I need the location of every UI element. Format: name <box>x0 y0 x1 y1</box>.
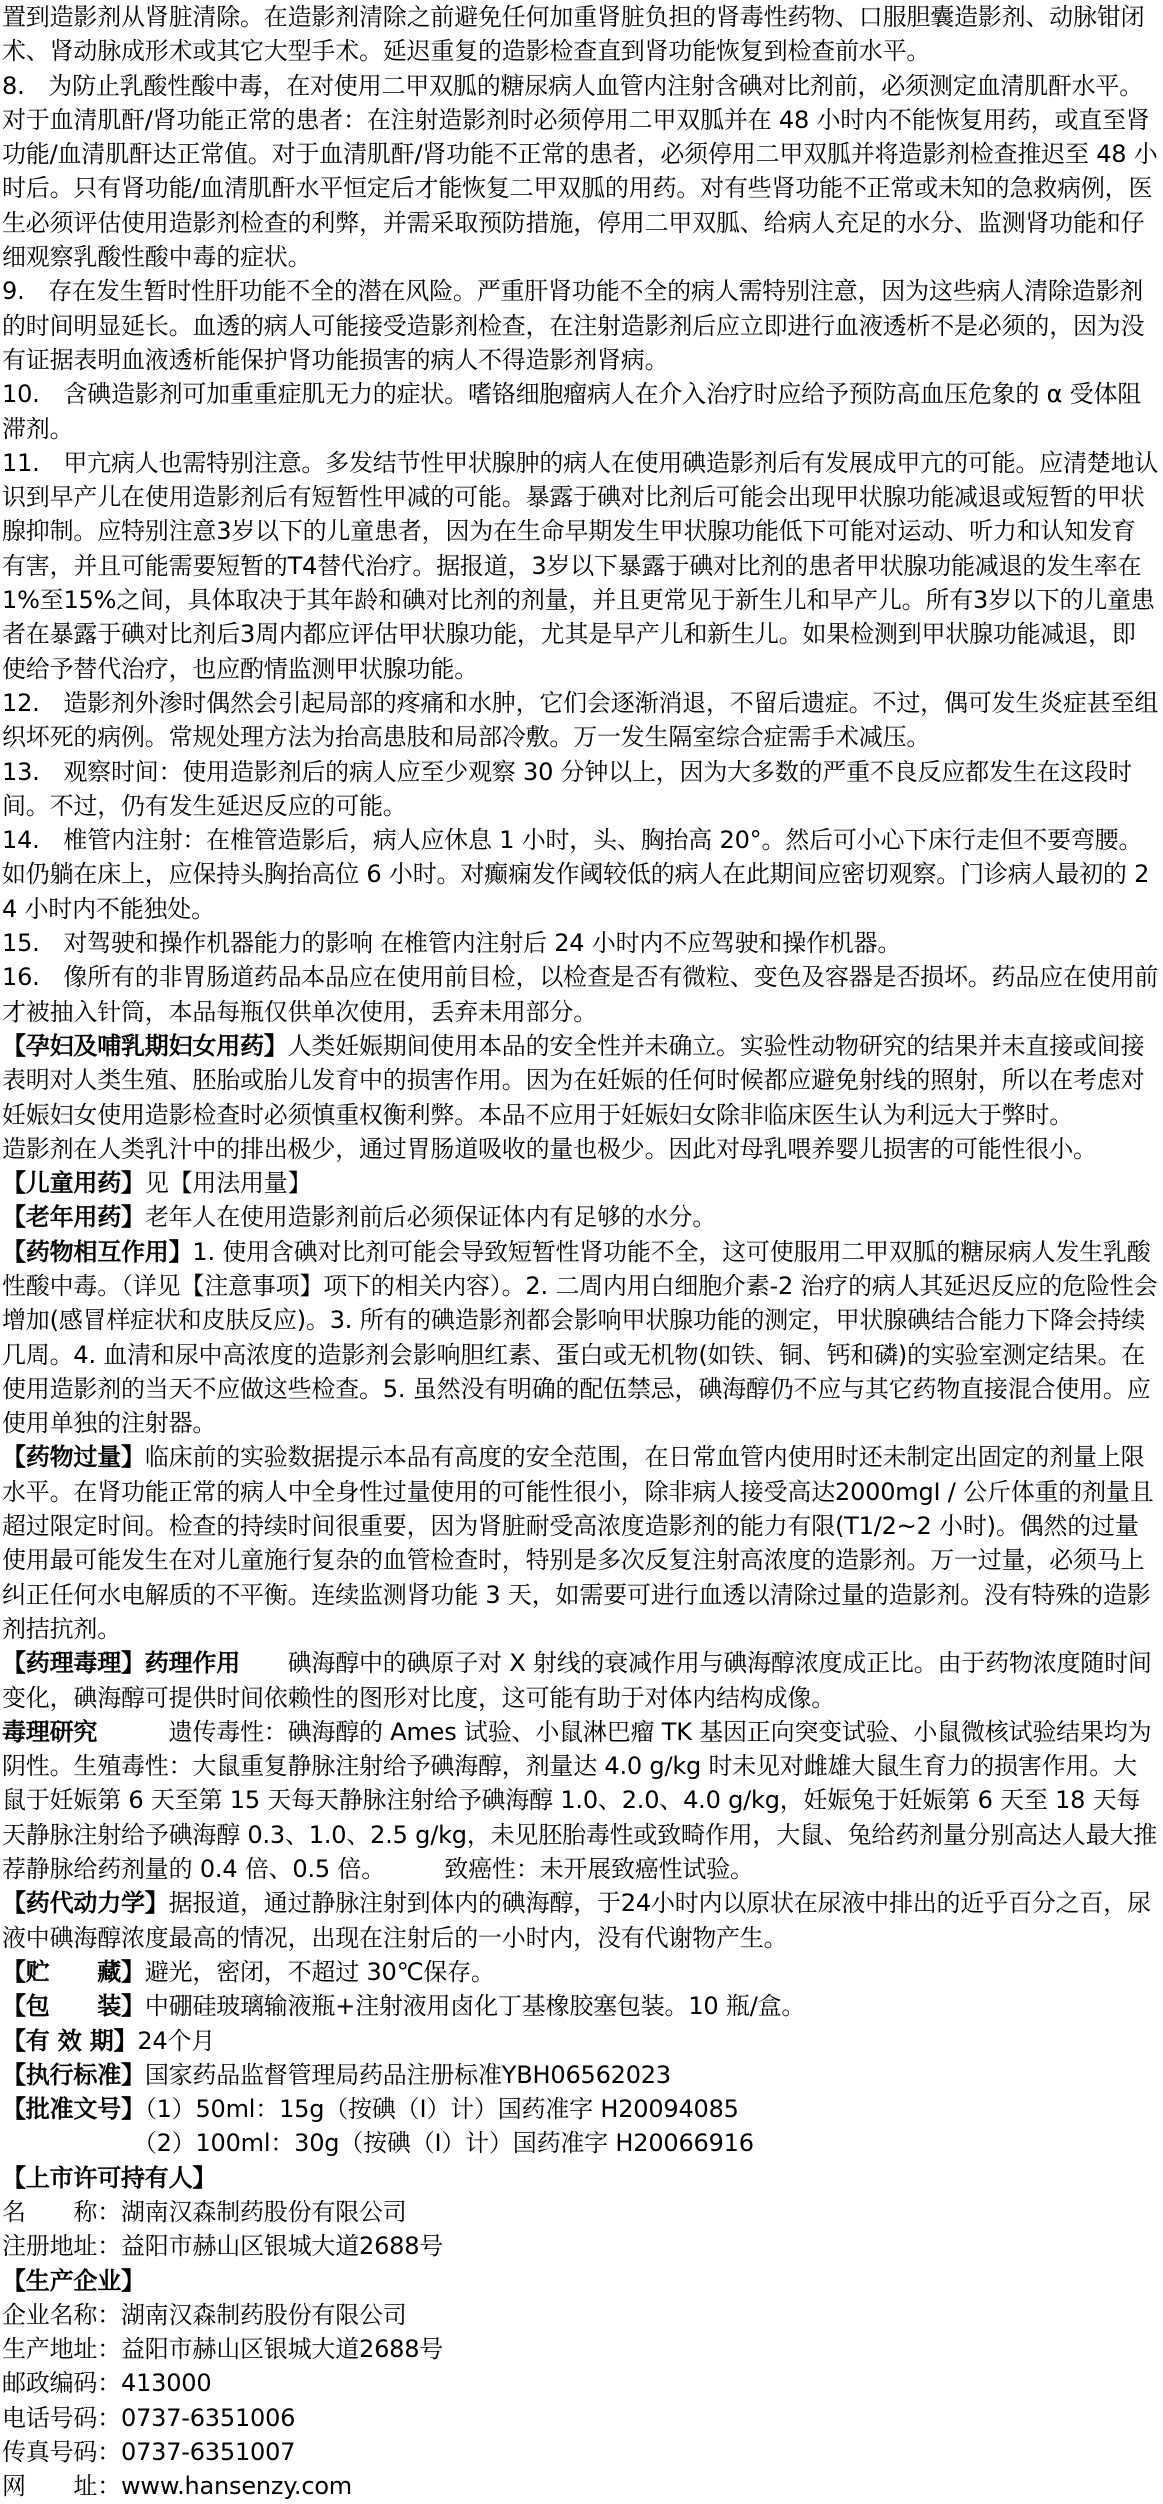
section-validity <box>2 2024 1159 2058</box>
producer-web-label: 网 址： <box>2 2472 121 2501</box>
section-text: 中硼硅玻璃输液瓶+注射液用卤化丁基橡胶塞包装。10 瓶/盒。 <box>144 1992 806 2021</box>
producer-title: 【生产企业】 <box>2 2266 145 2295</box>
section-heading: 【药物过量】 <box>2 1443 145 1472</box>
section-text: 遗传毒性：碘海醇的 Ames 试验、小鼠淋巴瘤 TK 基因正向突变试验、小鼠微核试验结果均为阴性。生殖毒性：大鼠重复静脉注射给予碘海醇，剂量达 4.0 g/kg 时未见对雌雄大鼠生育力的损害作用。大鼠于妊娠第 6 天至第 15 天每天静脉注射给予碘海醇 1.0、2.0、4.0 g/kg，妊娠兔于妊娠第 6 天至 18 天每天静脉注射给予碘海醇 0.3、1.0、2.5 g/kg，未见胚胎毒性或致畸作用，大鼠、兔给药剂量分别高达人最大推荐静脉给药剂量的 0.4 倍、0.5 倍。 致癌性：未开展致癌性试验。 <box>2 1717 1158 1884</box>
section-heading: 【老年用药】 <box>2 1203 145 1232</box>
section-approval-2 <box>2 2126 1159 2160</box>
section-pregnancy <box>2 1029 1159 1132</box>
producer-fax: 0737-6351007 <box>121 2438 296 2467</box>
section-heading: 【包 装】 <box>2 1992 145 2021</box>
section-text: 临床前的实验数据提示本品有高度的安全范围，在日常血管内使用时还未制定出固定的剂量上限水平。在肾功能正常的病人中全身性过量使用的可能性很小，除非病人接受高达2000mgI / 公斤体重的剂量且超过限定时间。检查的持续时间很重要，因为肾脏耐受高浓度造影剂的能力有限(T1/2~2 小时)。偶然的过量使用最可能发生在对儿童施行复杂的血管检查时，特别是多次反复注射高浓度的造影剂。万一过量，必须马上纠正任何水电解质的不平衡。连续监测肾功能 3 天，如需要可进行血透以清除过量的造影剂。没有特殊的造影剂拮抗剂。 <box>2 1443 1154 1643</box>
section-text: 避光，密闭，不超过 30℃保存。 <box>144 1957 495 1986</box>
section-text: 国家药品监督管理局药品注册标准YBH06562023 <box>144 2060 671 2089</box>
section-pharmacokinetics <box>2 1886 1159 1955</box>
paragraph-contrast-clearance: 置到造影剂从肾脏清除。在造影剂清除之前避免任何加重肾脏负担的肾毒性药物、口服胆囊造影剂、动脉钳闭术、肾动脉成形术或其它大型手术。延迟重复的造影检查直到肾功能恢复到检查前水平。 <box>2 3 1145 66</box>
section-heading: 毒理研究 <box>2 1717 98 1746</box>
section-text: 碘海醇中的碘原子对 X 射线的衰减作用与碘海醇浓度成正比。由于药物浓度随时间变化，碘海醇可提供时间依赖性的图形对比度，这可能有助于对体内结构成像。 <box>2 1649 1152 1712</box>
section-heading: 【批准文号】 <box>2 2095 145 2124</box>
holder-address-label: 注册地址： <box>2 2232 121 2261</box>
paragraph-item-15-driving: 15. 对驾驶和操作机器能力的影响 在椎管内注射后 24 小时内不应驾驶和操作机器。 <box>2 929 902 958</box>
producer-name-label: 企业名称： <box>2 2300 121 2329</box>
section-text: （2）100ml：30g（按碘（I）计）国药准字 H20066916 <box>2 2129 754 2158</box>
paragraph-item-13-observation: 13. 观察时间：使用造影剂后的病人应至少观察 30 分钟以上，因为大多数的严重不良反应都发生在这段时间。不过，仍有发生延迟反应的可能。 <box>2 757 1132 820</box>
holder-address: 益阳市赫山区银城大道2688号 <box>121 2232 444 2261</box>
section-interactions <box>2 1235 1159 1441</box>
producer-address-label: 生产地址： <box>2 2335 121 2364</box>
producer-website: www.hansenzy.com <box>121 2472 352 2501</box>
producer-name-row <box>2 2298 1159 2332</box>
producer-fax-label: 传真号码： <box>2 2438 121 2467</box>
section-storage <box>2 1955 1159 1989</box>
paragraph-item-16-inspection: 16. 像所有的非胃肠道药品本品应在使用前目检，以检查是否有微粒、变色及容器是否损坏。药品应在使用前才被抽入针筒，本品每瓶仅供单次使用，丢弃未用部分。 <box>2 963 1159 1026</box>
producer-tel-label: 电话号码： <box>2 2403 121 2432</box>
paragraph-item-10-myasthenia: 10. 含碘造影剂可加重重症肌无力的症状。嗜铬细胞瘤病人在介入治疗时应给予预防高血压危象的 α 受体阻滞剂。 <box>2 380 1142 443</box>
producer-address-row <box>2 2332 1159 2366</box>
paragraph-item-14-intrathecal: 14. 椎管内注射：在椎管造影后，病人应休息 1 小时，头、胸抬高 20°。然后可小心下床行走但不要弯腰。如仍躺在床上，应保持头胸抬高位 6 小时。对癫痫发作阈较低的病人在此期间应密切观察。门诊病人最初的 24 小时内不能独处。 <box>2 826 1150 923</box>
section-heading: 【孕妇及哺乳期妇女用药】 <box>2 1031 288 1060</box>
section-geriatric <box>2 1200 1159 1234</box>
section-overdose <box>2 1440 1159 1646</box>
holder-name-label: 名 称： <box>2 2198 121 2226</box>
paragraph-item-11-thyroid: 11. 甲亢病人也需特别注意。多发结节性甲状腺肿的病人在使用碘造影剂后有发展成甲亢的可能。应清楚地认识到早产儿在使用造影剂后有短暂性甲减的可能。暴露于碘对比剂后可能会出现甲状腺功能减退或短暂的甲状腺抑制。应特别注意3岁以下的儿童患者，因为在生命早期发生甲状腺功能低下可能对运动、听力和认知发育有害，并且可能需要短暂的T4替代治疗。据报道，3岁以下暴露于碘对比剂的患者甲状腺功能减退的发生率在1%至15%之间，具体取决于其年龄和碘对比剂的剂量，并且更常见于新生儿和早产儿。所有3岁以下的儿童患者在暴露于碘对比剂后3周内都应评估甲状腺功能，尤其是早产儿和新生儿。如果检测到甲状腺功能减退，即使给予替代治疗，也应酌情监测甲状腺功能。 <box>2 448 1159 683</box>
section-text: 人类妊娠期间使用本品的安全性并未确立。实验性动物研究的结果并未直接或间接表明对人类生殖、胚胎或胎儿发育中的损害作用。因为在妊娠的任何时候都应避免射线的照射，所以在考虑对妊娠妇女使用造影检查时必须慎重权衡利弊。本品不应用于妊娠妇女除非临床医生认为利远大于弊时。 <box>2 1031 1145 1129</box>
section-pharmacology <box>2 1646 1159 1715</box>
section-heading: 【药代动力学】 <box>2 1889 169 1918</box>
section-standard <box>2 2058 1159 2092</box>
producer-name: 湖南汉森制药股份有限公司 <box>121 2300 407 2329</box>
paragraph-item-9-liver: 9. 存在发生暂时性肝功能不全的潜在风险。严重肝肾功能不全的病人需特别注意，因为这些病人清除造影剂的时间明显延长。血透的病人可能接受造影剂检查，在注射造影剂后应立即进行血液透析不是必须的，因为没有证据表明血液透析能保护肾功能损害的病人不得造影剂肾病。 <box>2 277 1145 374</box>
holder-name-row <box>2 2195 1159 2229</box>
section-text: 见【用法用量】 <box>144 1169 312 1198</box>
producer-web-row <box>2 2469 1159 2503</box>
section-packaging <box>2 1989 1159 2023</box>
paragraph-item-8-metformin: 8. 为防止乳酸性酸中毒，在对使用二甲双胍的糖尿病人血管内注射含碘对比剂前，必须测定血清肌酐水平。对于血清肌酐/肾功能正常的患者：在注射造影剂时必须停用二甲双胍并在 48 小时内不能恢复用药，或直至肾功能/血清肌酐达正常值。对于血清肌酐/肾功能不正常的患者，必须停用二甲双胍并将造影剂检查推迟至 48 小时后。只有肾功能/血清肌酐水平恒定后才能恢复二甲双胍的用药。对有些肾功能不正常或未知的急救病例，医生必须评估使用造影剂检查的利弊，并需采取预防措施，停用二甲双胍、给病人充足的水分、监测肾功能和仔细观察乳酸性酸中毒的症状。 <box>2 71 1158 272</box>
paragraph-item-12-extravasation: 12. 造影剂外渗时偶然会引起局部的疼痛和水肿，它们会逐渐消退，不留后遗症。不过，偶可发生炎症甚至组织坏死的病例。常规处理方法为抬高患肢和局部冷敷。万一发生隔室综合症需手术减压。 <box>2 688 1159 752</box>
producer-zip-row <box>2 2366 1159 2400</box>
section-text: 24个月 <box>137 2026 216 2055</box>
producer-address: 益阳市赫山区银城大道2688号 <box>121 2335 444 2364</box>
producer-zip-label: 邮政编码： <box>2 2369 121 2398</box>
section-text: （1）50ml：15g（按碘（I）计）国药准字 H20094085 <box>144 2095 739 2124</box>
section-pediatric <box>2 1166 1159 1200</box>
holder-name: 湖南汉森制药股份有限公司 <box>121 2198 407 2226</box>
section-approval-1 <box>2 2092 1159 2126</box>
section-text: 造影剂在人类乳汁中的排出极少，通过胃肠道吸收的量也极少。因此对母乳喂养婴儿损害的可能性很小。 <box>2 1134 1097 1163</box>
section-heading: 【儿童用药】 <box>2 1169 145 1198</box>
section-toxicology <box>2 1715 1159 1886</box>
section-heading: 【执行标准】 <box>2 2060 145 2089</box>
holder-title: 【上市许可持有人】 <box>2 2163 217 2192</box>
producer-tel-row <box>2 2401 1159 2435</box>
section-text: 1. 使用含碘对比剂可能会导致短暂性肾功能不全，这可使服用二甲双胍的糖尿病人发生乳酸性酸中毒。（详见【注意事项】项下的相关内容）。2. 二周内用白细胞介素-2 治疗的病人其延迟反应的危险性会增加(感冒样症状和皮肤反应)。3. 所有的碘造影剂都会影响甲状腺功能的测定，甲状腺碘结合能力下降会持续几周。4. 血清和尿中高浓度的造影剂会影响胆红素、蛋白或无机物(如铁、铜、钙和磷)的实验室测定结果。在使用造影剂的当天不应做这些检查。5. 虽然没有明确的配伍禁忌，碘海醇仍不应与其它药物直接混合使用。应使用单独的注射器。 <box>2 1237 1158 1438</box>
section-heading: 【有 效 期】 <box>2 2026 138 2055</box>
section-heading: 【贮 藏】 <box>2 1957 145 1986</box>
producer-fax-row <box>2 2435 1159 2469</box>
holder-address-row <box>2 2229 1159 2263</box>
section-text: 据报道，通过静脉注射到体内的碘海醇，于24小时内以原状在尿液中排出的近乎百分之百，尿液中碘海醇浓度最高的情况，出现在注射后的一小时内，没有代谢物产生。 <box>2 1889 1151 1952</box>
producer-zip: 413000 <box>121 2369 212 2398</box>
section-lactation <box>2 1132 1159 1166</box>
section-heading: 【药物相互作用】 <box>2 1237 193 1266</box>
section-heading: 【药理毒理】药理作用 <box>2 1649 240 1678</box>
section-text: 老年人在使用造影剂前后必须保证体内有足够的水分。 <box>144 1203 717 1232</box>
producer-tel: 0737-6351006 <box>121 2403 296 2432</box>
